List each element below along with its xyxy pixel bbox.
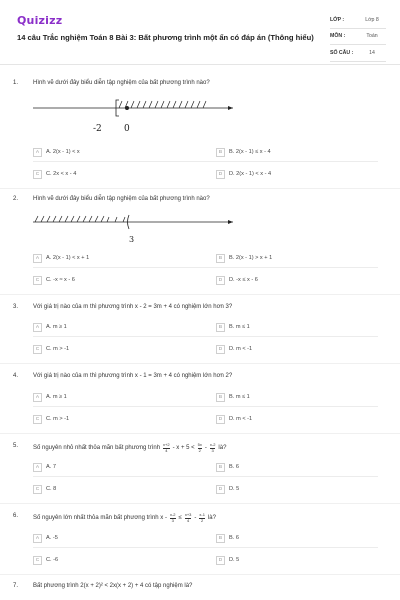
option-text: A. 7	[46, 464, 56, 470]
point-mark	[125, 106, 129, 110]
question-number: 5.	[13, 443, 19, 449]
option-letter: D	[216, 556, 225, 565]
option-d[interactable]	[216, 275, 258, 285]
question-divider	[0, 363, 400, 364]
question-text-after: là?	[207, 515, 216, 521]
figure-label: 0	[124, 124, 130, 134]
meta-table	[330, 12, 386, 62]
meta-row-count	[330, 45, 386, 62]
option-letter: B	[216, 148, 225, 157]
question-divider	[0, 574, 400, 575]
option-letter: D	[216, 415, 225, 424]
header-divider	[0, 64, 400, 65]
question-text	[33, 513, 216, 523]
formula-text: ≤	[178, 515, 182, 521]
option-a[interactable]	[33, 392, 67, 402]
question-divider	[0, 433, 400, 434]
numerator: x+3	[184, 512, 192, 517]
denominator: 3	[171, 517, 174, 523]
option-letter: B	[216, 323, 225, 332]
option-a[interactable]	[33, 147, 80, 157]
numerator: x-2	[209, 442, 216, 447]
option-text: C. m > -1	[46, 416, 70, 422]
question-divider	[0, 503, 400, 504]
question-number: 3.	[13, 304, 19, 310]
option-letter: A	[33, 393, 42, 402]
option-letter: B	[216, 254, 225, 263]
figure-label: -2	[93, 124, 102, 134]
option-letter: C	[33, 556, 42, 565]
question-divider	[0, 294, 400, 295]
option-letter: B	[216, 534, 225, 543]
question-text: Với giá trị nào của m thì phương trình x - 2 = 3m + 4 có nghiệm lớn hơn 3?	[33, 304, 233, 310]
option-text: A. -5	[46, 535, 58, 541]
option-a[interactable]	[33, 462, 56, 472]
hatch-marks	[35, 216, 104, 222]
fraction	[170, 513, 176, 523]
option-d[interactable]	[216, 169, 271, 179]
option-text: C. -6	[46, 557, 59, 563]
option-b[interactable]	[216, 147, 271, 157]
option-letter: B	[216, 393, 225, 402]
axis-arrow	[228, 220, 233, 224]
option-c[interactable]	[33, 275, 75, 285]
meta-row-grade	[330, 12, 386, 29]
option-text: D. -x ≤ x - 6	[229, 277, 258, 283]
question-text-before: Số nguyên nhỏ nhất thỏa mãn bất phương trình	[33, 445, 161, 451]
figure-label: 3	[129, 235, 135, 244]
option-d[interactable]	[216, 555, 239, 565]
meta-key: SỐ CÂU :	[330, 49, 354, 56]
option-text: D. m < -1	[229, 416, 253, 422]
option-d[interactable]	[216, 344, 252, 354]
option-letter: C	[33, 345, 42, 354]
fraction	[163, 443, 170, 453]
numerator: 5x	[197, 442, 202, 447]
meta-key: MÔN :	[330, 33, 346, 40]
option-a[interactable]	[33, 322, 67, 332]
option-text: B. 2(x - 1) > x + 1	[229, 255, 273, 261]
option-text: C. 2x < x - 4	[46, 171, 77, 177]
question-text: Với giá trị nào của m thì phương trình x - 1 = 3m + 4 có nghiệm lớn hơn 2?	[33, 373, 233, 379]
option-text: C. -x ≈ x - 6	[46, 277, 75, 283]
hatch-marks	[107, 217, 125, 222]
question-divider	[0, 188, 400, 189]
meta-value: Lớp 8	[365, 16, 379, 23]
fraction	[210, 443, 216, 453]
quizizz-logo: Quizizz	[17, 14, 63, 27]
option-text: D. 5	[229, 486, 240, 492]
option-d[interactable]	[216, 484, 239, 494]
option-divider	[33, 406, 378, 407]
option-letter: D	[216, 345, 225, 354]
fraction	[198, 443, 202, 453]
question-text	[33, 443, 226, 453]
denominator: 2	[198, 447, 201, 453]
question-number: 7.	[13, 583, 19, 589]
option-b[interactable]	[216, 533, 239, 543]
denominator: 4	[165, 447, 168, 453]
numerator: x-2	[169, 512, 176, 517]
option-b[interactable]	[216, 462, 239, 472]
number-line-figure	[33, 212, 233, 244]
document-title: 14 câu Trắc nghiệm Toán 8 Bài 3: Bất phương trình một ẩn có đáp án (Thông hiểu)	[17, 33, 314, 42]
option-text: A. 2(x - 1) < x + 1	[46, 255, 90, 261]
question-text: Hình vẽ dưới đây biểu diễn tập nghiệm của bất phương trình nào?	[33, 80, 210, 86]
denominator: 2	[201, 517, 204, 523]
numerator: x-1	[199, 512, 205, 517]
hatch-marks	[119, 101, 206, 108]
option-letter: A	[33, 463, 42, 472]
option-text: A. m ≥ 1	[46, 394, 67, 400]
option-letter: A	[33, 323, 42, 332]
question-text-before: Số nguyên lớn nhất thỏa mãn bất phương trình x -	[33, 515, 167, 521]
option-divider	[33, 476, 378, 477]
option-text: A. 2(x - 1) < x	[46, 149, 80, 155]
question-number: 4.	[13, 373, 19, 379]
formula-text: -	[194, 515, 197, 521]
question-text: Bất phương trình 2(x + 2)² < 2x(x + 2) + 4 có tập nghiệm là?	[33, 583, 193, 589]
denominator: 3	[211, 447, 214, 453]
option-text: C. m > -1	[46, 346, 70, 352]
option-divider	[33, 161, 378, 162]
option-text: D. 2(x - 1) < x - 4	[229, 171, 272, 177]
option-b[interactable]	[216, 322, 250, 332]
option-letter: D	[216, 276, 225, 285]
option-c[interactable]	[33, 484, 56, 494]
question-number: 6.	[13, 513, 19, 519]
numerator: x+2	[163, 442, 170, 447]
meta-value: Toán	[366, 33, 378, 40]
option-text: C. 8	[46, 486, 57, 492]
option-a[interactable]	[33, 533, 58, 543]
option-b[interactable]	[216, 392, 250, 402]
option-text: A. m ≥ 1	[46, 324, 67, 330]
option-text: B. 6	[229, 535, 239, 541]
option-divider	[33, 267, 378, 268]
axis-arrow	[228, 106, 233, 110]
formula-text: -	[204, 445, 207, 451]
fraction	[199, 513, 205, 523]
option-text: B. 6	[229, 464, 239, 470]
option-divider	[33, 547, 378, 548]
question-text-after: là?	[218, 445, 227, 451]
denominator: 4	[186, 517, 190, 523]
meta-row-subject	[330, 29, 386, 46]
question-number: 2.	[13, 196, 19, 202]
option-letter: A	[33, 534, 42, 543]
option-letter: A	[33, 254, 42, 263]
fraction	[185, 513, 192, 523]
option-letter: D	[216, 485, 225, 494]
option-a[interactable]	[33, 253, 89, 263]
number-line-figure	[33, 96, 233, 138]
option-c[interactable]	[33, 169, 76, 179]
option-c[interactable]	[33, 414, 69, 424]
meta-value: 14	[369, 49, 375, 56]
option-letter: C	[33, 276, 42, 285]
option-divider	[33, 336, 378, 337]
option-b[interactable]	[216, 253, 272, 263]
option-letter: B	[216, 463, 225, 472]
option-letter: C	[33, 415, 42, 424]
option-letter: C	[33, 485, 42, 494]
option-letter: A	[33, 148, 42, 157]
meta-key: LỚP :	[330, 16, 345, 23]
option-letter: C	[33, 170, 42, 179]
option-c[interactable]	[33, 344, 69, 354]
option-text: B. m ≤ 1	[229, 394, 250, 400]
option-text: D. m < -1	[229, 346, 253, 352]
question-number: 1.	[13, 80, 19, 86]
option-d[interactable]	[216, 414, 252, 424]
question-text: Hình vẽ dưới đây biểu diễn tập nghiệm của bất phương trình nào?	[33, 196, 210, 202]
option-text: B. 2(x - 1) ≤ x - 4	[229, 149, 271, 155]
option-text: B. m ≤ 1	[229, 324, 250, 330]
option-c[interactable]	[33, 555, 58, 565]
formula-text: - x + 5 <	[172, 445, 195, 451]
option-letter: D	[216, 170, 225, 179]
option-text: D. 5	[229, 557, 240, 563]
